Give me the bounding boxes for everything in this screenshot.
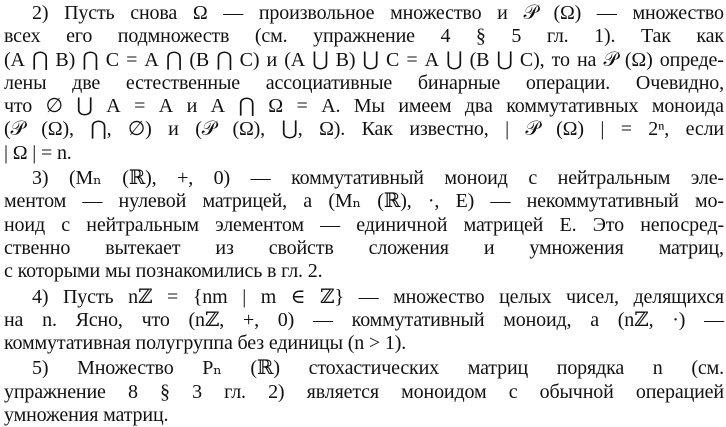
- paragraph-item-2: [4, 0, 724, 165]
- text-line: (A ⋂ B) ⋂ C = A ⋂ (B ⋂ C) и (A ⋃ B) ⋃ C = A ⋃ (B ⋃ C), то на 𝒫 (Ω) опреде-: [4, 48, 724, 71]
- paragraph-item-4: [4, 284, 724, 356]
- paragraph-item-5: [4, 355, 724, 427]
- text-line: умножения матриц.: [4, 404, 169, 427]
- document-page: [4, 0, 724, 427]
- text-line: ментом — нулевой матрицей, а (Mₙ (ℝ), ·, E) — некоммутативный мо-: [4, 190, 724, 213]
- text-line: 2) Пусть снова Ω — произвольное множество и 𝒫 (Ω) — множество: [32, 2, 724, 24]
- text-line: коммутативная полугруппа без единицы (n > 1).: [4, 332, 407, 355]
- text-line: на n. Ясно, что (nℤ, +, 0) — коммутативный моноид, а (nℤ, ·) —: [4, 308, 724, 331]
- text-line: ноид с нейтральным элементом — единичной матрицей E. Это непосред-: [4, 213, 724, 236]
- text-line: | Ω | = n.: [4, 141, 72, 164]
- text-line: что ∅ ⋃ A = A и A ⋂ Ω = A. Мы имеем два коммутативных моноида: [4, 95, 724, 118]
- text-line: упражнение 8 § 3 гл. 2) является моноидом с обычной операцией: [4, 380, 724, 403]
- text-line: всех его подмножеств (см. упражнение 4 § 5 гл. 1). Так как: [4, 25, 724, 48]
- text-line: (𝒫 (Ω), ⋂, ∅) и (𝒫 (Ω), ⋃, Ω). Как известно, | 𝒫 (Ω) | = 2ⁿ, если: [4, 118, 724, 141]
- text-line: 4) Пусть nℤ = {nm | m ∈ ℤ} — множество целых чисел, делящихся: [32, 285, 724, 308]
- paragraph-item-3: [4, 165, 724, 283]
- text-line: 5) Множество Pₙ (ℝ) стохастических матриц порядка n (см.: [32, 357, 724, 380]
- text-line: ственно вытекает из свойств сложения и умножения матриц,: [4, 236, 724, 259]
- text-line: с которыми мы познакомились в гл. 2.: [4, 260, 323, 283]
- text-line: лены две естественные ассоциативные бинарные операции. Очевидно,: [4, 71, 724, 94]
- text-line: 3) (Mₙ (ℝ), +, 0) — коммутативный моноид с нейтральным эле-: [32, 167, 724, 190]
